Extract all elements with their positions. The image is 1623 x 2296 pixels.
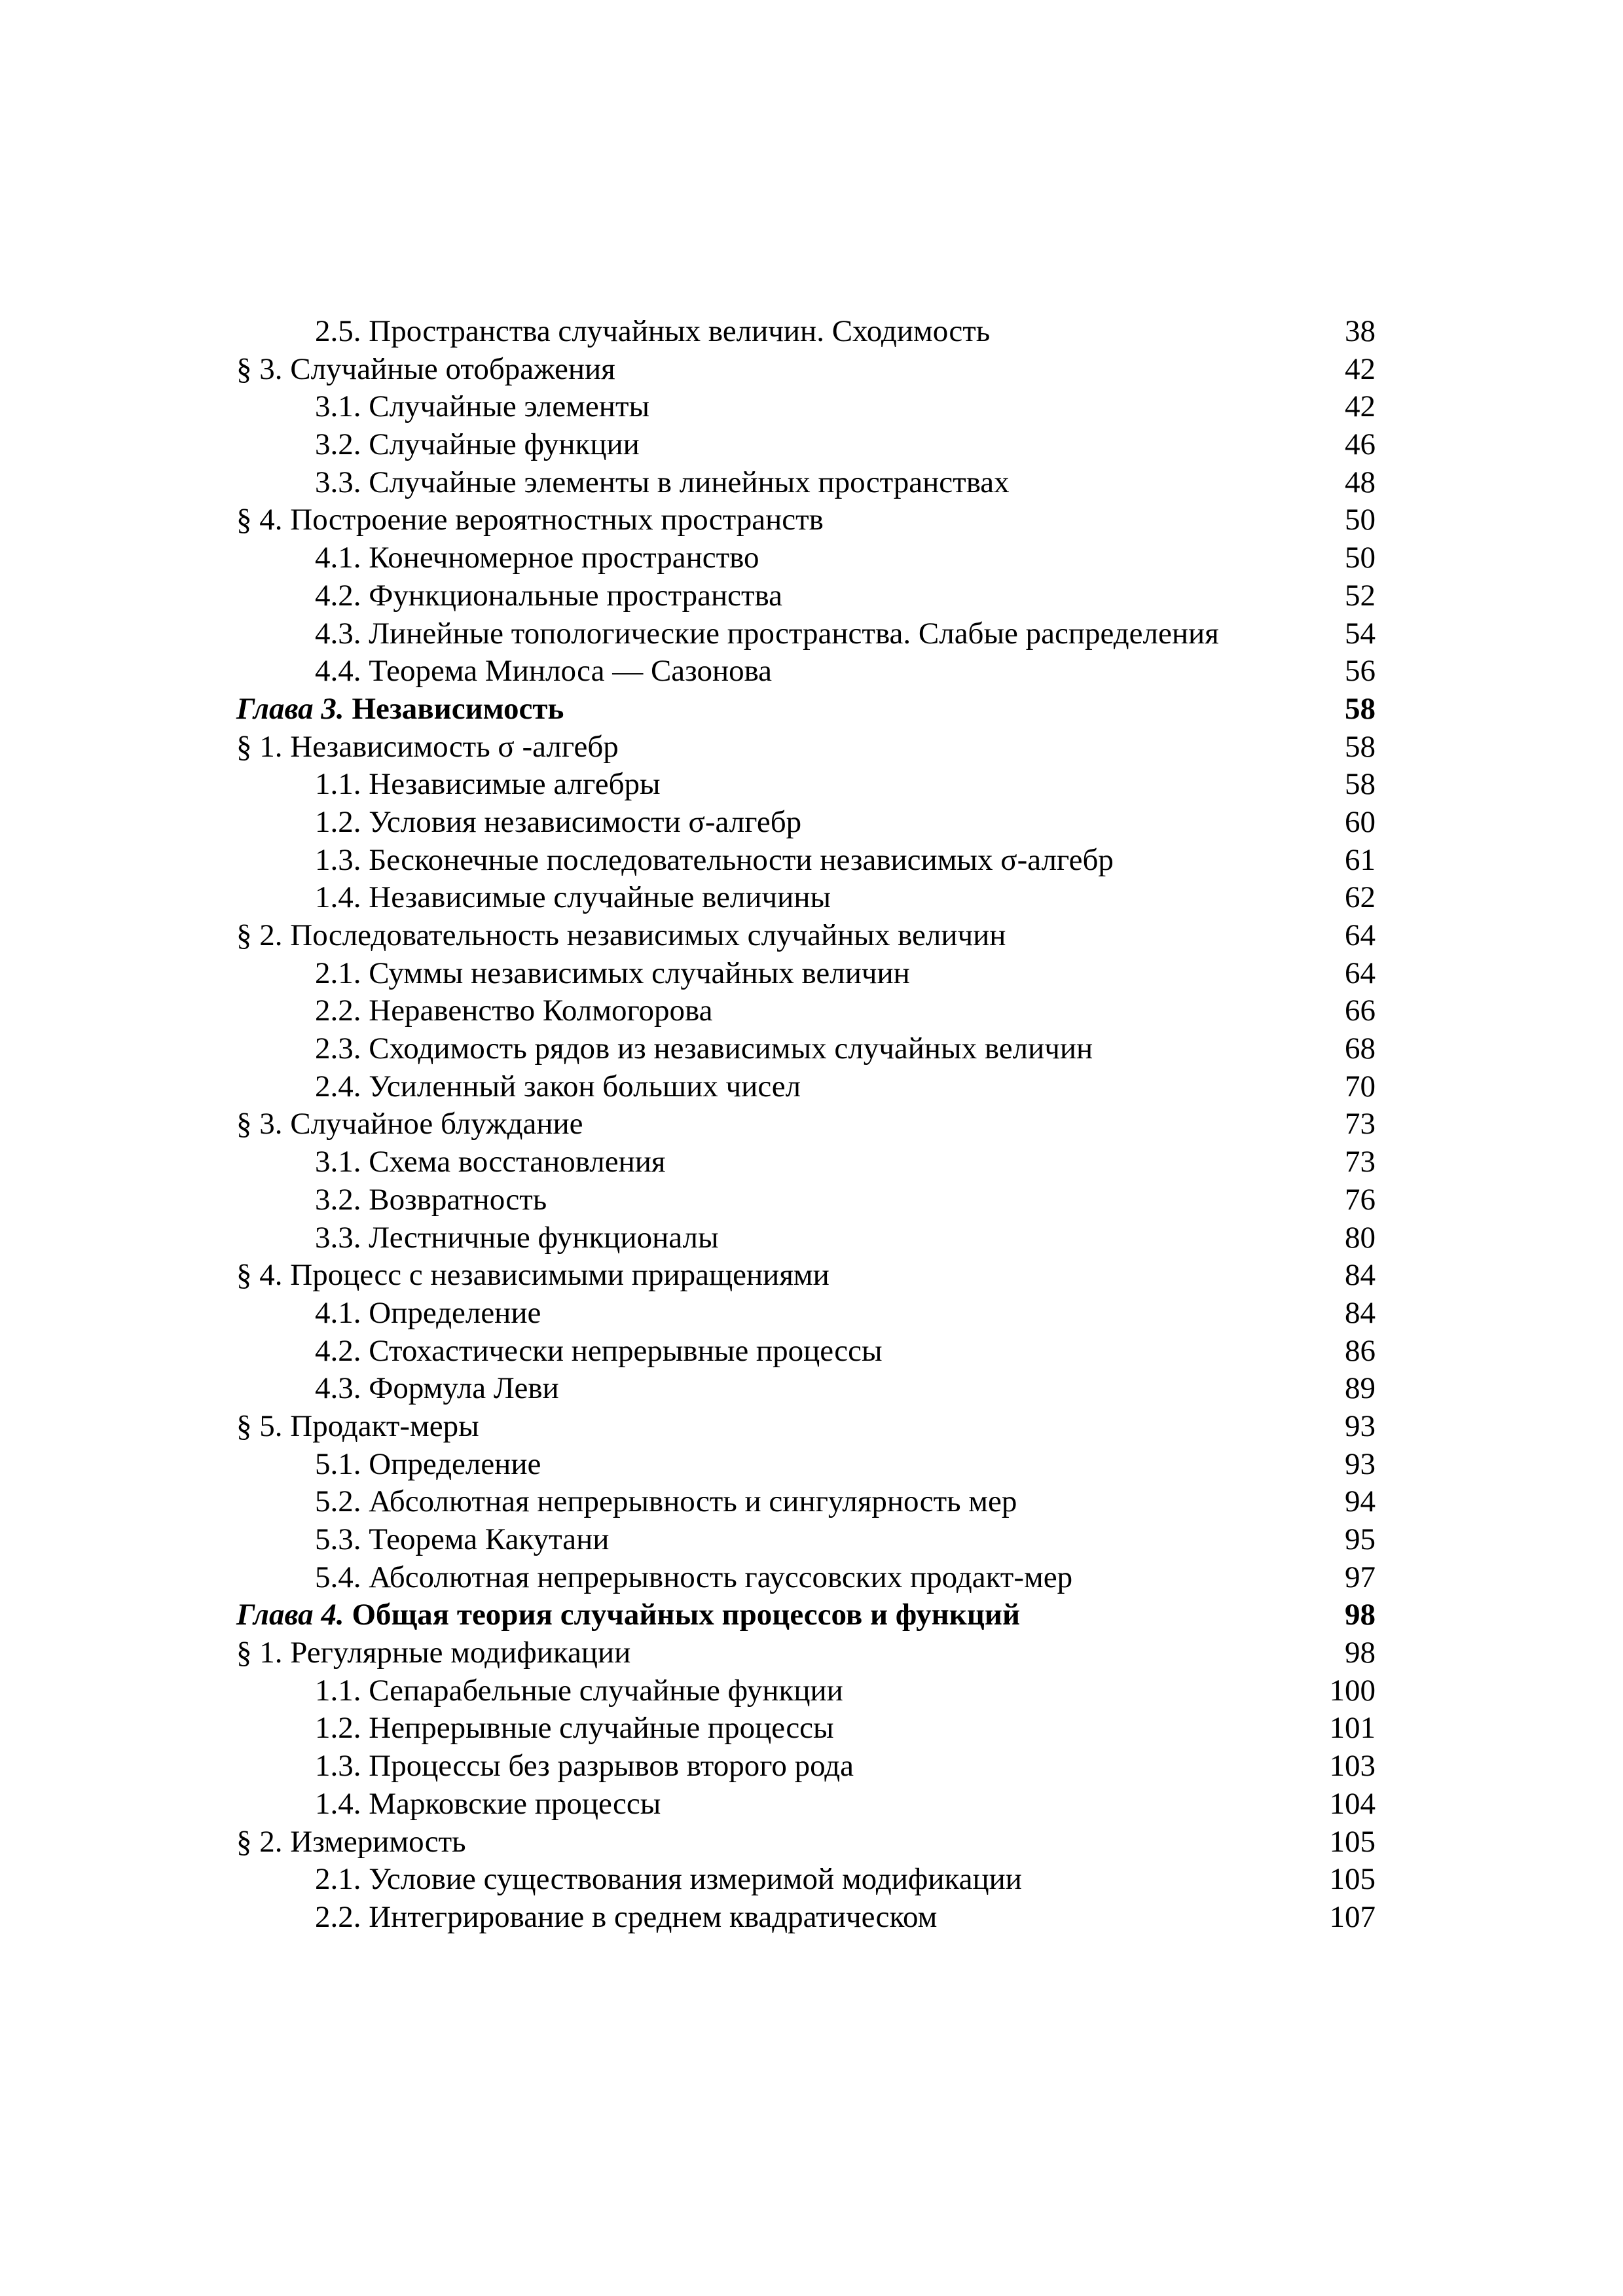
toc-entry-title: § 5. Продакт-меры — [236, 1408, 479, 1443]
toc-page-number: 48 — [1345, 465, 1376, 499]
table-of-contents — [236, 313, 1376, 1937]
toc-subsection-row[interactable] — [236, 1559, 1376, 1597]
toc-subsection-row[interactable] — [236, 1068, 1376, 1106]
toc-entry-title: § 3. Случайное блуждание — [236, 1107, 583, 1141]
toc-page-number: 54 — [1345, 616, 1376, 651]
toc-chapter-row[interactable] — [236, 1596, 1376, 1634]
toc-page-number: 60 — [1345, 804, 1376, 839]
toc-entry-title: 1.4. Независимые случайные величины — [315, 880, 831, 915]
toc-page-number: 89 — [1345, 1371, 1376, 1406]
toc-subsection-row[interactable] — [236, 388, 1376, 426]
toc-page-number: 103 — [1329, 1749, 1376, 1784]
toc-page-number: 50 — [1345, 541, 1376, 575]
toc-entry-title: 1.2. Непрерывные случайные процессы — [315, 1711, 834, 1746]
toc-entry-title: 2.2. Интегрирование в среднем квадратическом — [315, 1899, 938, 1934]
toc-entry-title: 2.4. Усиленный закон больших чисел — [315, 1069, 801, 1103]
toc-subsection-row[interactable] — [236, 577, 1376, 615]
toc-entry-title: § 2. Измеримость — [236, 1824, 466, 1859]
toc-page-number: 93 — [1345, 1408, 1376, 1443]
toc-entry-title: 5.2. Абсолютная непрерывность и сингулярность мер — [315, 1484, 1017, 1519]
toc-page-number: 64 — [1345, 956, 1376, 990]
chapter-title: Независимость — [352, 691, 564, 726]
toc-entry-title: 5.3. Теорема Какутани — [315, 1522, 610, 1556]
toc-chapter-row[interactable] — [236, 691, 1376, 728]
toc-entry-title: 3.1. Случайные элементы — [315, 389, 650, 424]
toc-subsection-row[interactable] — [236, 464, 1376, 502]
toc-page-number: 62 — [1345, 880, 1376, 915]
toc-page-number: 68 — [1345, 1031, 1376, 1066]
toc-entry-title: 3.2. Возвратность — [315, 1182, 547, 1217]
toc-page-number: 76 — [1345, 1182, 1376, 1217]
toc-subsection-row[interactable] — [236, 1785, 1376, 1823]
toc-page-number: 105 — [1329, 1862, 1376, 1897]
toc-entry-title: 2.1. Суммы независимых случайных величин — [315, 956, 910, 990]
toc-section-row[interactable] — [236, 501, 1376, 539]
toc-page-number: 73 — [1345, 1107, 1376, 1141]
toc-entry-title: 2.5. Пространства случайных величин. Сходимость — [315, 314, 991, 348]
toc-page-number: 50 — [1345, 503, 1376, 537]
toc-subsection-row[interactable] — [236, 615, 1376, 653]
toc-subsection-row[interactable] — [236, 804, 1376, 842]
toc-subsection-row[interactable] — [236, 1710, 1376, 1748]
chapter-number: Глава 3. — [236, 691, 344, 726]
chapter-title: Общая теория случайных процессов и функций — [352, 1598, 1021, 1632]
toc-subsection-row[interactable] — [236, 1219, 1376, 1257]
toc-page-number: 73 — [1345, 1145, 1376, 1179]
toc-section-row[interactable] — [236, 1257, 1376, 1295]
toc-subsection-row[interactable] — [236, 313, 1376, 351]
toc-entry-title: 3.3. Случайные элементы в линейных пространствах — [315, 465, 1010, 499]
toc-page-number: 58 — [1345, 729, 1376, 764]
toc-subsection-row[interactable] — [236, 426, 1376, 464]
toc-subsection-row[interactable] — [236, 766, 1376, 804]
toc-entry-title: 1.3. Процессы без разрывов второго рода — [315, 1749, 854, 1784]
toc-entry-title: 1.1. Сепарабельные случайные функции — [315, 1673, 843, 1708]
toc-entry-title: 4.2. Стохастически непрерывные процессы — [315, 1333, 883, 1368]
toc-section-row[interactable] — [236, 917, 1376, 955]
toc-page-number: 56 — [1345, 654, 1376, 689]
toc-page-number: 95 — [1345, 1522, 1376, 1556]
toc-entry-title: 4.1. Конечномерное пространство — [315, 541, 759, 575]
toc-subsection-row[interactable] — [236, 1446, 1376, 1484]
toc-page-number: 64 — [1345, 918, 1376, 952]
toc-page-number: 61 — [1345, 842, 1376, 877]
toc-entry-title: 2.2. Неравенство Колмогорова — [315, 994, 713, 1028]
toc-page-number: 42 — [1345, 351, 1376, 386]
toc-page-number: 104 — [1329, 1786, 1376, 1821]
toc-page-number: 86 — [1345, 1333, 1376, 1368]
toc-page-number: 84 — [1345, 1295, 1376, 1330]
toc-entry-title: 2.1. Условие существования измеримой модификации — [315, 1862, 1022, 1897]
toc-entry-title: 4.2. Функциональные пространства — [315, 578, 782, 613]
toc-page-number: 105 — [1329, 1824, 1376, 1859]
toc-subsection-row[interactable] — [236, 1143, 1376, 1181]
toc-subsection-row[interactable] — [236, 539, 1376, 577]
toc-entry-title: 3.3. Лестничные функционалы — [315, 1220, 719, 1255]
toc-subsection-row[interactable] — [236, 879, 1376, 917]
toc-subsection-row[interactable] — [236, 955, 1376, 993]
toc-page-number: 97 — [1345, 1560, 1376, 1594]
toc-entry-title: 1.1. Независимые алгебры — [315, 767, 661, 802]
toc-entry-title: 4.1. Определение — [315, 1295, 541, 1330]
chapter-number: Глава 4. — [236, 1598, 344, 1632]
toc-subsection-row[interactable] — [236, 1333, 1376, 1371]
toc-subsection-row[interactable] — [236, 1521, 1376, 1559]
toc-page-number: 66 — [1345, 994, 1376, 1028]
toc-page-number: 58 — [1345, 767, 1376, 802]
toc-section-row[interactable] — [236, 1634, 1376, 1672]
toc-entry-title — [236, 691, 564, 728]
toc-page-number: 46 — [1345, 427, 1376, 462]
toc-entry-title: § 1. Независимость σ -алгебр — [236, 729, 619, 764]
toc-subsection-row[interactable] — [236, 1370, 1376, 1408]
toc-entry-title: 4.3. Формула Леви — [315, 1371, 559, 1406]
toc-page-number: 58 — [1345, 691, 1376, 726]
toc-entry-title: 5.4. Абсолютная непрерывность гауссовских продакт-мер — [315, 1560, 1073, 1594]
toc-subsection-row[interactable] — [236, 842, 1376, 880]
toc-entry-title: § 4. Процесс с независимыми приращениями — [236, 1258, 830, 1293]
toc-entry-title: § 3. Случайные отображения — [236, 351, 615, 386]
toc-page-number: 98 — [1345, 1636, 1376, 1670]
toc-page-number: 38 — [1345, 314, 1376, 348]
toc-entry-title: 2.3. Сходимость рядов из независимых случайных величин — [315, 1031, 1093, 1066]
toc-page-number: 100 — [1329, 1673, 1376, 1708]
toc-entry-title: § 2. Последовательность независимых случайных величин — [236, 918, 1006, 952]
toc-entry-title: 3.1. Схема восстановления — [315, 1145, 666, 1179]
toc-subsection-row[interactable] — [236, 1899, 1376, 1937]
toc-subsection-row[interactable] — [236, 653, 1376, 691]
toc-entry-title — [236, 1596, 1020, 1634]
toc-entry-title: 3.2. Случайные функции — [315, 427, 640, 462]
toc-section-row[interactable] — [236, 1408, 1376, 1446]
toc-subsection-row[interactable] — [236, 1030, 1376, 1068]
toc-page-number: 80 — [1345, 1220, 1376, 1255]
toc-entry-title: 1.2. Условия независимости σ-алгебр — [315, 804, 802, 839]
toc-entry-title: 4.4. Теорема Минлоса — Сазонова — [315, 654, 773, 689]
toc-page-number: 42 — [1345, 389, 1376, 424]
toc-entry-title: § 1. Регулярные модификации — [236, 1636, 631, 1670]
toc-subsection-row[interactable] — [236, 1295, 1376, 1333]
toc-entry-title: 5.1. Определение — [315, 1446, 541, 1481]
toc-section-row[interactable] — [236, 1823, 1376, 1861]
toc-entry-title: § 4. Построение вероятностных пространств — [236, 503, 824, 537]
toc-entry-title: 1.3. Бесконечные последовательности независимых σ-алгебр — [315, 842, 1114, 877]
toc-subsection-row[interactable] — [236, 1483, 1376, 1521]
toc-subsection-row[interactable] — [236, 1672, 1376, 1710]
toc-page-number: 94 — [1345, 1484, 1376, 1519]
toc-subsection-row[interactable] — [236, 1181, 1376, 1219]
toc-section-row[interactable] — [236, 351, 1376, 389]
toc-section-row[interactable] — [236, 1105, 1376, 1143]
toc-entry-title: 4.3. Линейные топологические пространства. Слабые распределения — [315, 616, 1219, 651]
toc-page-number: 107 — [1329, 1899, 1376, 1934]
toc-entry-title: 1.4. Марковские процессы — [315, 1786, 661, 1821]
toc-page-number: 101 — [1329, 1711, 1376, 1746]
toc-page-number: 70 — [1345, 1069, 1376, 1103]
toc-page-number: 98 — [1345, 1598, 1376, 1632]
toc-page-number: 52 — [1345, 578, 1376, 613]
toc-subsection-row[interactable] — [236, 1861, 1376, 1899]
toc-subsection-row[interactable] — [236, 1748, 1376, 1785]
toc-page-number: 93 — [1345, 1446, 1376, 1481]
toc-section-row[interactable] — [236, 728, 1376, 766]
toc-page-number: 84 — [1345, 1258, 1376, 1293]
toc-subsection-row[interactable] — [236, 992, 1376, 1030]
